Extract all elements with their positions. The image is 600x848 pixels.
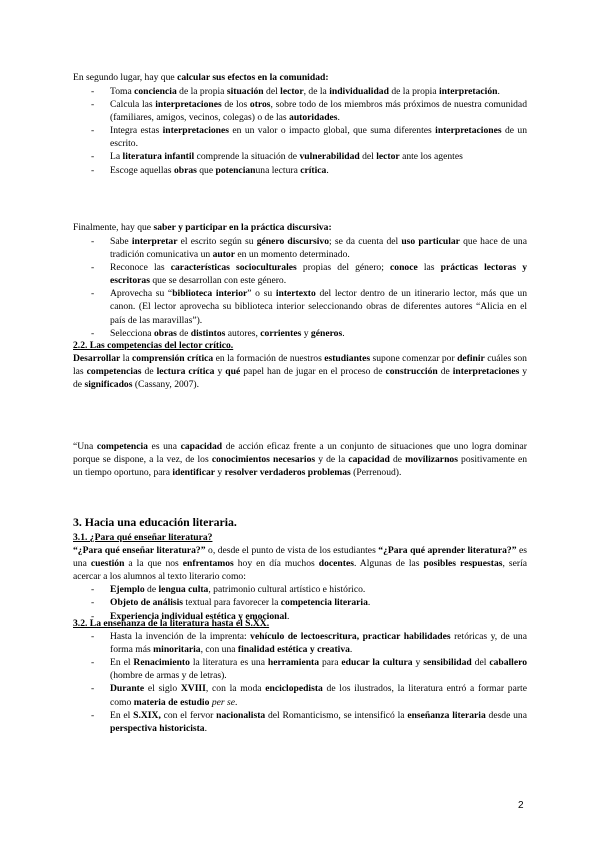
intro-paragraph-1: En segundo lugar, hay que calcular sus efectos en la comunidad: — [73, 72, 329, 83]
paragraph: “¿Para qué enseñar literatura?” o, desde el punto de vista de los estudiantes “¿Para qué aprender literatura?” es una cuestión a la que nos enfrentamos hoy en día muchos docentes. Algunas de las posibles respuestas, sería acercar a los alumnos al texto literario como: — [73, 545, 527, 583]
list-item: - En el Renacimiento la literatura es una herramienta para educar la cultura y sensibilidad del caballero (hombre de armas y de letras). — [73, 656, 527, 682]
list-item: - Sabe interpretar el escrito según su género discursivo; se da cuenta del uso particular que hace de una tradición comunicativa un autor en un momento determinado. — [73, 235, 527, 261]
list-item: - Calcula las interpretaciones de los otros, sobre todo de los miembros más próximos de nuestra comunidad (familiares, amigos, vecinos, colegas) o de las autoridades. — [73, 98, 527, 124]
list-item: - Integra estas interpretaciones en un valor o impacto global, que suma diferentes interpretaciones de un escrito. — [73, 124, 527, 150]
paragraph: Desarrollar la comprensión crítica en la formación de nuestros estudiantes supone comenzar por definir cuáles son las competencias de lectura crítica y qué papel han de jugar en el proceso de construcción de interpretaciones y de significados (Cassany, 2007). — [73, 353, 527, 391]
section-heading: 3. Hacia una educación literaria. — [73, 515, 237, 529]
section-heading: 3.2. La enseñanza de la literatura hasta el S.XX. — [73, 618, 270, 629]
section-heading: 2.2. Las competencias del lector crítico. — [73, 340, 234, 351]
list-item: - La literatura infantil comprende la situación de vulnerabilidad del lector ante los agentes — [73, 150, 527, 163]
page-number: 2 — [518, 800, 524, 811]
list-item: - Objeto de análisis textual para favorecer la competencia literaria. — [73, 596, 527, 609]
quote-paragraph: “Una competencia es una capacidad de acción eficaz frente a un conjunto de situaciones que uno logra dominar porque se dispone, a la vez, de los conocimientos necesarios y de la capacidad de movilizarnos positivamente en un tiempo oportuno, para identificar y resolver verdaderos problemas (Perrenoud). — [73, 441, 528, 479]
section-3 — [73, 515, 527, 530]
list-item: - En el S.XIX, con el fervor nacionalista del Romanticismo, se intensificó la enseñanza literaria desde una perspectiva historicista. — [73, 709, 527, 735]
list-item: - Selecciona obras de distintos autores, corrientes y géneros. — [73, 327, 527, 340]
list-item: - Experiencia individual estética y emocional. — [73, 610, 527, 623]
effects-list — [73, 85, 527, 177]
section-3-1 — [73, 531, 527, 623]
section-2-2 — [73, 339, 527, 391]
list-item: - Ejemplo de lengua culta, patrimonio cultural artístico e histórico. — [73, 583, 527, 596]
intro-paragraph-2: Finalmente, hay que saber y participar en la práctica discursiva: — [73, 222, 332, 233]
list-item: - Reconoce las características socioculturales propias del género; conoce las prácticas lectoras y escritoras que se desarrollan con este género. — [73, 261, 527, 287]
section-heading: 3.1. ¿Para qué enseñar literatura? — [73, 532, 213, 543]
list-item: - Escoge aquellas obras que potencianuna lectura crítica. — [73, 164, 527, 177]
list-item: - Hasta la invención de la imprenta: vehículo de lectoescritura, practicar habilidades retóricas y, de una forma más minoritaria, con una finalidad estética y creativa. — [73, 630, 527, 656]
list-item: - Toma conciencia de la propia situación del lector, de la individualidad de la propia interpretación. — [73, 85, 527, 98]
discursive-list — [73, 235, 527, 340]
section-3-2 — [73, 617, 527, 735]
list-item: - Aprovecha su “biblioteca interior” o su intertexto del lector dentro de un itinerario lector, más que un canon. (El lector aprovecha su biblioteca interior seleccionando obras de diferentes autores “Alicia en el país de las maravillas”). — [73, 287, 527, 326]
list-item: - Durante el siglo XVIII, con la moda enciclopedista de los ilustrados, la literatura entró a formar parte como materia de estudio per se. — [73, 682, 527, 708]
